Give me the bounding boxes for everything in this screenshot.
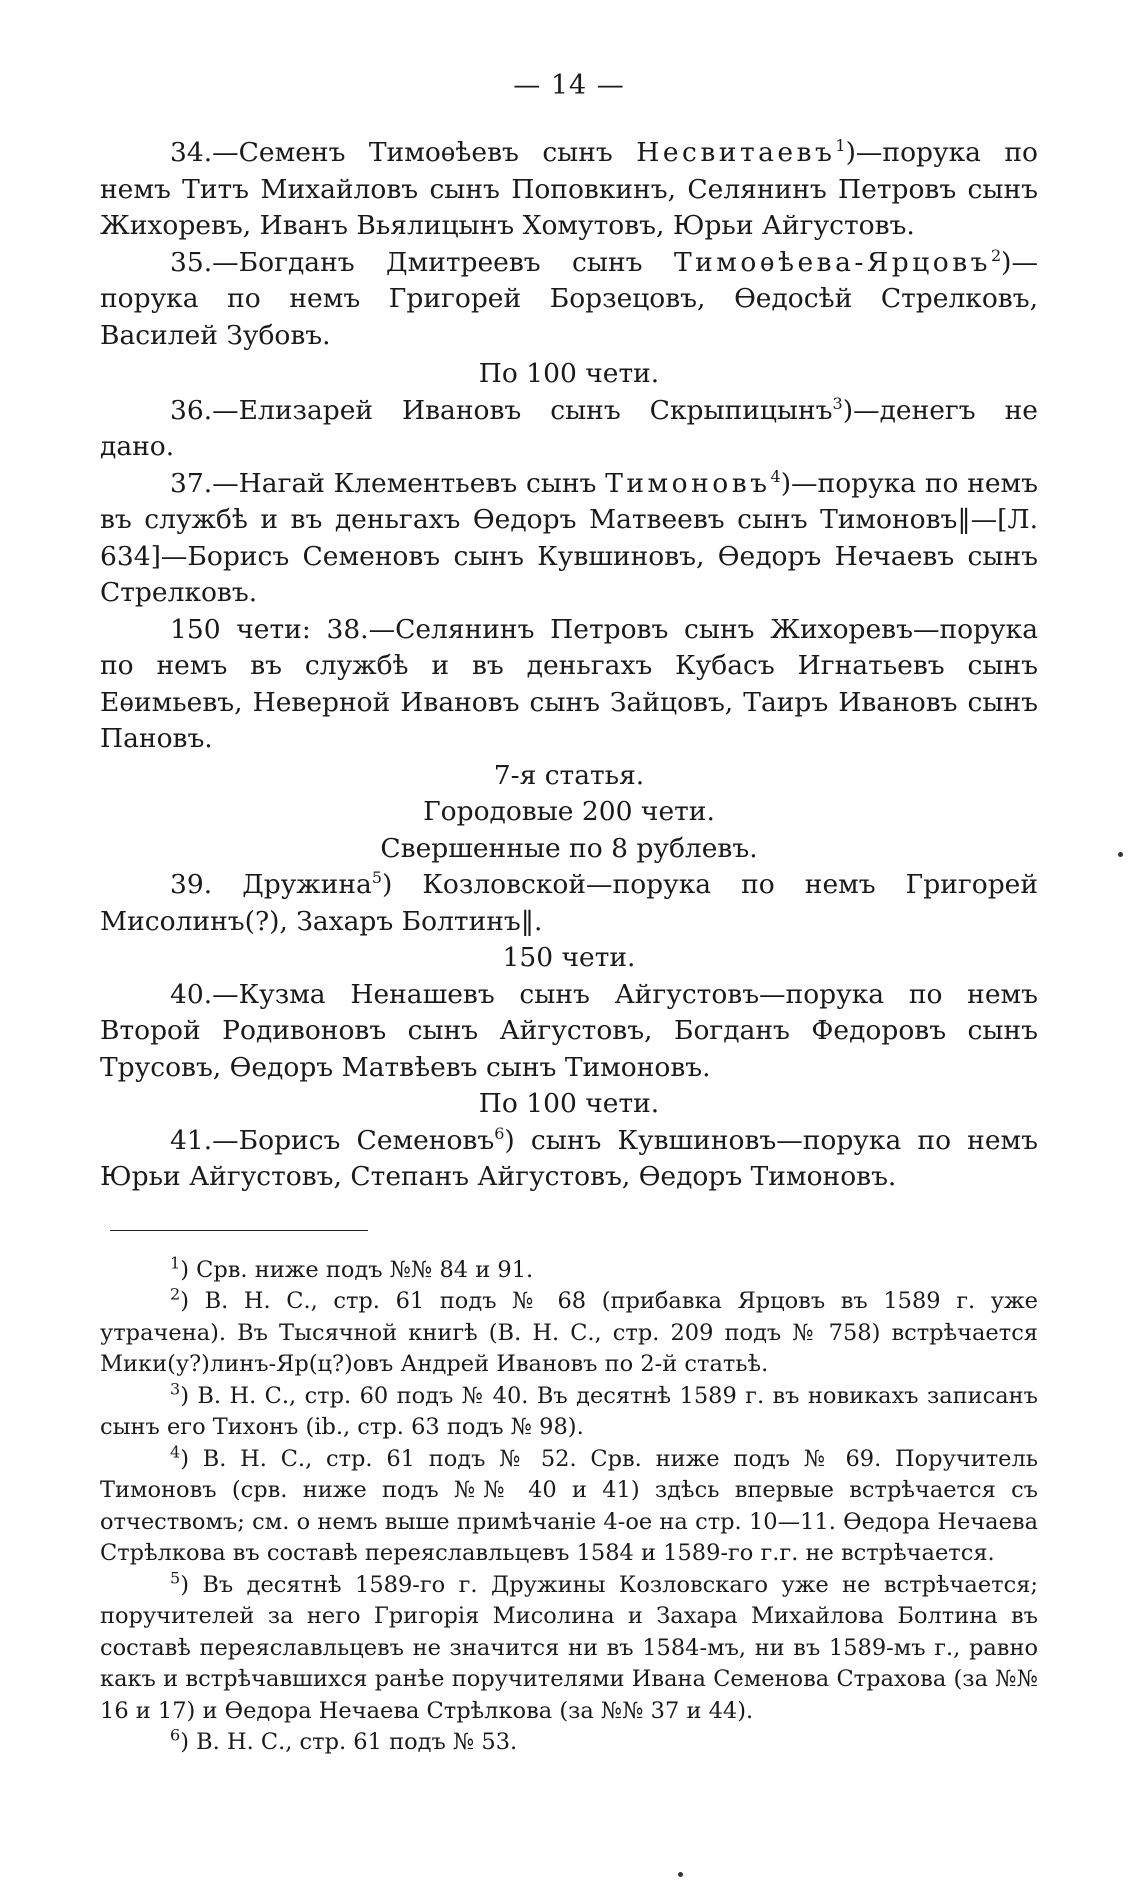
entry-text: )—порука по немъ въ службѣ и въ деньгахъ Ѳедоръ Матвеевъ сынъ Тимоновъ‖—[Л. 634]—Борисъ Семеновъ сынъ Кувшиновъ, Ѳедоръ Нечаевъ сынъ Стрелковъ. <box>100 467 1039 608</box>
footnote-ref[interactable]: 1 <box>835 136 846 156</box>
entry-num: 34.— <box>170 137 239 168</box>
section-heading: 150 чети. <box>502 942 636 973</box>
entry-text: 41.—Борисъ Семеновъ <box>170 1124 495 1156</box>
footnote-mark: 3 <box>170 1379 181 1398</box>
footnote-mark: 1 <box>170 1253 181 1272</box>
footnote-ref[interactable]: 2 <box>990 245 1002 265</box>
footnote-ref[interactable]: 5 <box>371 868 382 888</box>
footnote-text: ) Срв. ниже подъ №№ 84 и 91. <box>180 1256 534 1283</box>
entry-text: ) сынъ Кувшиновъ—порука по немъ Юрьи Айгустовъ, Степанъ Айгустовъ, Ѳедоръ Тимоновъ. <box>100 1124 1039 1192</box>
footnote-text: ) В. Н. С., стр. 60 подъ № 40. Въ десятнѣ 1589 г. въ новикахъ записанъ сынъ его Тихонъ (ib., стр. 63 подъ № 98). <box>100 1382 1038 1440</box>
entry-35 <box>100 245 1038 355</box>
footnote-text: ) В. Н. С., стр. 61 подъ № 52. Срв. ниже подъ № 69. Поручитель Тимоновъ (срв. ниже подъ №№ 40 и 41) здѣсь впервые встрѣчается съ отчествомъ; см. о немъ выше примѣчаніе 4-ое на стр. 10—11. Ѳедора Нечаева Стрѣлкова въ составѣ переяславльцевъ 1584 и 1589-го г.г. не встрѣчается. <box>100 1445 1038 1566</box>
footnote-ref[interactable]: 6 <box>494 1123 505 1143</box>
entry-num: 35.— <box>170 246 239 278</box>
entry-text: )—порука по немъ Титъ Михайловъ сынъ Поповкинъ, Селянинъ Петровъ сынъ Жихоревъ, Иванъ Вьялицынъ Хомутовъ, Юрьи Айгустовъ. <box>100 137 1039 241</box>
footnote-text: ) В. Н. С., стр. 61 подъ № 68 (прибавка Ярцовъ въ 1589 г. уже утрачена). Въ Тысячной книгѣ (В. Н. С., стр. 209 подъ № 758) встрѣчается Мики(у?)линъ-Яр(ц?)овъ Андрей Ивановъ по 2-й статьѣ. <box>100 1288 1038 1377</box>
entry-name: Семенъ Тимоѳѣевъ сынъ <box>238 137 637 168</box>
entry-40: 40.—Кузма Ненашевъ сынъ Айгустовъ—порука по немъ Второй Родивоновъ сынъ Айгустовъ, Богданъ Федоровъ сынъ Трусовъ, Ѳедоръ Матвѣевъ сынъ Тимоновъ. <box>100 978 1038 1083</box>
footnote-ref[interactable]: 3 <box>832 393 843 413</box>
entry-num: 37.— <box>170 467 239 499</box>
entry-name: Нагай Клементьевъ сынъ <box>238 467 606 499</box>
section-heading: 7-я статья. <box>493 759 645 791</box>
print-speck <box>1118 852 1123 857</box>
footnote-mark: 2 <box>170 1284 181 1304</box>
entry-37 <box>100 466 1038 612</box>
entry-text: 39. Дружина <box>170 869 372 900</box>
footnote-5 <box>100 1570 1038 1728</box>
entry-surname: Несвитаевъ <box>636 137 836 168</box>
footnote-3 <box>100 1381 1038 1444</box>
footnote-mark: 4 <box>170 1442 181 1461</box>
footnote-mark: 6 <box>170 1725 181 1745</box>
entry-surname: Тимоновъ <box>605 467 771 499</box>
entry-41 <box>100 1123 1038 1196</box>
print-speck <box>678 1872 683 1877</box>
entry-text: )—денегъ не дано. <box>100 394 1038 462</box>
page <box>100 70 1038 1759</box>
footnote-ref[interactable]: 4 <box>770 466 781 486</box>
entry-text: ) Козловской—порука по немъ Григорей Мисолинъ(?), Захаръ Болтинъ‖. <box>100 869 1039 937</box>
entry-39 <box>100 867 1038 940</box>
entry-text: 36.—Елизарей Ивановъ сынъ Скрыпицынъ <box>170 394 833 426</box>
footnote-4 <box>100 1444 1038 1570</box>
footnote-mark: 5 <box>170 1568 181 1587</box>
entry-name: Богданъ Дмитреевъ сынъ <box>238 246 674 278</box>
footnote-6 <box>100 1727 1038 1759</box>
entry-34 <box>100 135 1038 245</box>
entry-36 <box>100 393 1038 466</box>
footnote-divider <box>110 1230 368 1231</box>
entry-text: )—порука по немъ Григорей Борзецовъ, Ѳедосѣй Стрелковъ, Василей Зубовъ. <box>100 246 1038 351</box>
section-heading: По 100 чети. <box>478 358 660 389</box>
section-heading: Городовые 200 чети. <box>423 796 715 827</box>
section-heading: По 100 чети. <box>478 1088 660 1119</box>
entry-38: 150 чети: 38.—Селянинъ Петровъ сынъ Жихоревъ—порука по немъ въ службѣ и въ деньгахъ Кубасъ Игнатьевъ сынъ Еѳимьевъ, Неверной Ивановъ сынъ Зайцовъ, Таиръ Ивановъ сынъ Пановъ. <box>100 613 1038 754</box>
entry-surname: Тимоѳѣева-Ярцовъ <box>673 246 991 278</box>
footnote-1 <box>100 1255 1038 1287</box>
footnote-2 <box>100 1286 1038 1381</box>
section-heading: Свершенные по 8 рублевъ. <box>380 832 758 864</box>
footnote-text: ) В. Н. С., стр. 61 подъ № 53. <box>180 1729 518 1755</box>
footnotes <box>100 1255 1038 1759</box>
page-number: — 14 — <box>513 70 625 101</box>
footnote-text: ) Въ десятнѣ 1589-го г. Дружины Козловскаго уже не встрѣчается; поручителей за него Григорія Мисолина и Захара Михайлова Болтина въ составѣ переяславльцевъ не значится ни въ 1584-мъ, ни въ 1589-мъ г., равно какъ и встрѣчавшихся ранѣе поручителями Ивана Семенова Страхова (за №№ 16 и 17) и Ѳедора Нечаева Стрѣлкова (за №№ 37 и 44). <box>100 1571 1038 1724</box>
